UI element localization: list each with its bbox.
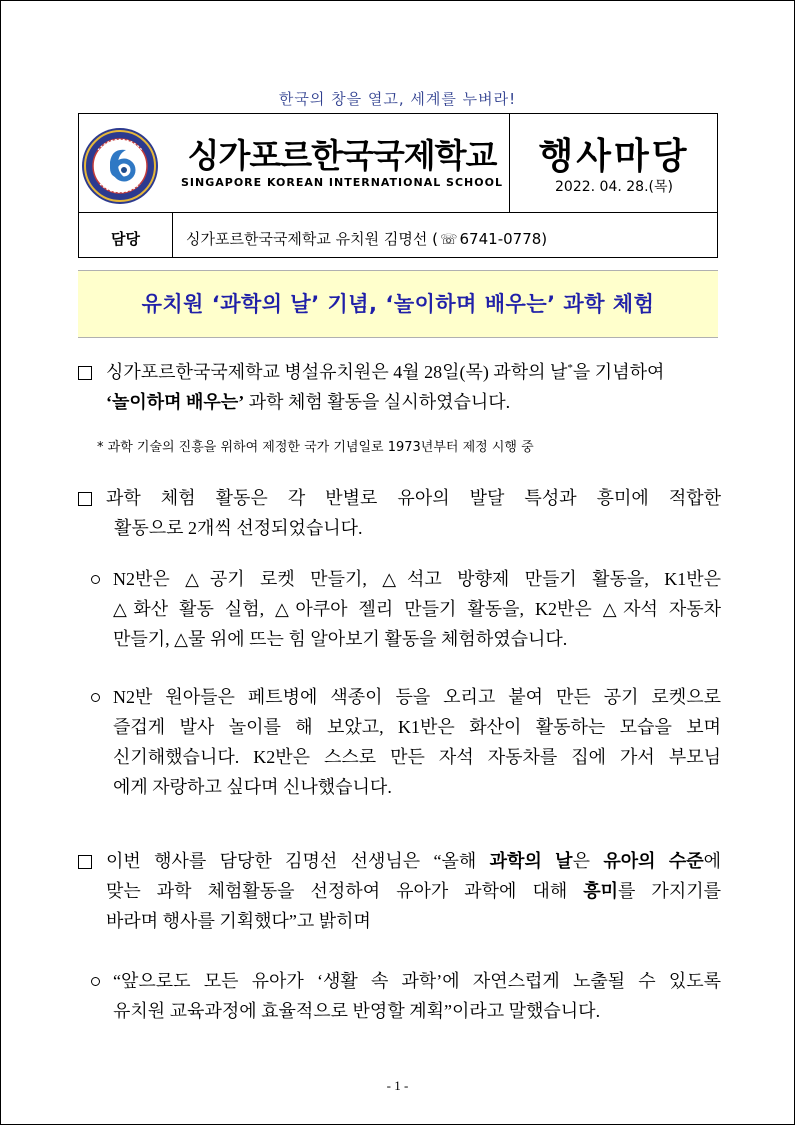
square-bullet-icon — [78, 366, 92, 380]
contact-divider-vertical — [172, 212, 173, 258]
paragraph-6-line-2: 유치원 교육과정에 효율적으로 반영할 계획”이라고 말했습니다. — [113, 1001, 601, 1021]
p5-bold-science-day: 과학의 날 — [489, 851, 573, 871]
paragraph-5-line-3: 바라며 행사를 기획했다”고 밝히며 — [106, 911, 371, 931]
paragraph-5 — [106, 846, 721, 936]
contact-person: 싱가포르한국국제학교 유치원 김명선 ( — [186, 230, 438, 248]
paragraph-5-line-1 — [106, 846, 721, 876]
paragraph-6-line-1: “앞으로도 모든 유아가 ‘생활 속 과학’에 자연스럽게 노출될 수 있도록 — [113, 971, 721, 991]
p5-text-e: 에 — [703, 851, 721, 871]
p1-text-c: 과학 체험 활동을 실시하였습니다. — [244, 392, 511, 412]
contact-close-paren: ) — [541, 230, 548, 248]
school-name-english: SINGAPORE KOREAN INTERNATIONAL SCHOOL — [181, 176, 503, 189]
footnote: * 과학 기술의 진흥을 위하여 제정한 국가 기념일로 1973년부터 제정 시행 중 — [97, 440, 534, 455]
paragraph-4-line-3: 신기해했습니다. K2반은 스스로 만든 자석 자동차를 집에 가서 부모님 — [113, 747, 721, 767]
event-date: 2022. 04. 28.(목) — [555, 179, 673, 195]
headline: 유치원 ‘과학의 날’ 기념, ‘놀이하며 배우는’ 과학 체험 — [141, 292, 655, 316]
header-divider-horizontal — [79, 212, 717, 213]
paragraph-3-line-3: 만들기, △물 위에 뜨는 힘 알아보기 활동을 체험하였습니다. — [113, 629, 568, 649]
p1-text-b: 을 기념하여 — [572, 362, 665, 382]
page-number: - 1 - — [386, 1078, 409, 1093]
paragraph-5-line-2 — [106, 876, 721, 906]
square-bullet-icon — [78, 492, 92, 506]
square-bullet-icon — [78, 855, 92, 869]
paragraph-4 — [113, 682, 721, 802]
p5-text-c: 은 — [572, 851, 604, 871]
paragraph-2-line-1: 과학 체험 활동은 각 반별로 유아의 발달 특성과 흥미에 적합한 — [106, 488, 721, 508]
p1-bold-text: ‘놀이하며 배우는’ — [106, 392, 245, 412]
telephone-icon: ☏ — [440, 232, 458, 248]
paragraph-3-line-2: △화산 활동 실험, △아쿠아 젤리 만들기 활동을, K2반은 △자석 자동차 — [113, 599, 721, 619]
paragraph-1-line-1 — [106, 357, 721, 387]
slogan: 한국의 창을 열고, 세계를 누벼라! — [278, 90, 517, 108]
school-emblem-icon — [80, 126, 160, 206]
school-name-korean: 싱가포르한국국제학교 — [187, 136, 497, 175]
paragraph-3-line-1: N2반은 △공기 로켓 만들기, △석고 방향제 만들기 활동을, K1반은 — [113, 569, 721, 589]
paragraph-4-line-4: 에게 자랑하고 싶다며 신나했습니다. — [113, 777, 392, 797]
p5-bold-child-level: 유아의 수준 — [603, 851, 704, 871]
circle-bullet-icon — [91, 977, 100, 986]
paragraph-2 — [106, 483, 721, 543]
event-title: 행사마당 — [538, 136, 690, 177]
p5-text-f: 맞는 과학 체험활동을 선정하여 유아가 과학에 대해 — [106, 881, 584, 901]
paragraph-6 — [113, 966, 721, 1026]
paragraph-4-line-1: N2반 원아들은 페트병에 색종이 등을 오리고 붙여 만든 공기 로켓으로 — [113, 687, 721, 707]
footnote-marker: * — [567, 362, 573, 374]
circle-bullet-icon — [91, 575, 100, 584]
p5-text-g: 를 가지기를 — [618, 881, 721, 901]
paragraph-2-line-2: 활동으로 2개씩 선정되었습니다. — [114, 518, 363, 538]
circle-bullet-icon — [91, 693, 100, 702]
contact-value — [186, 228, 547, 249]
p5-bold-interest: 흥미 — [583, 881, 619, 901]
paragraph-1 — [106, 357, 721, 417]
paragraph-3 — [113, 564, 721, 654]
contact-phone: 6741-0778 — [459, 230, 542, 248]
paragraph-1-line-2 — [106, 387, 721, 417]
contact-label: 담당 — [111, 230, 140, 248]
paragraph-4-line-2: 즐겁게 발사 놀이를 해 보았고, K1반은 화산이 활동하는 모습을 보며 — [113, 717, 721, 737]
p1-text-a: 싱가포르한국국제학교 병설유치원은 4월 28일(목) 과학의 날 — [106, 362, 568, 382]
p5-text-a: 이번 행사를 담당한 김명선 선생님은 “올해 — [106, 851, 490, 871]
